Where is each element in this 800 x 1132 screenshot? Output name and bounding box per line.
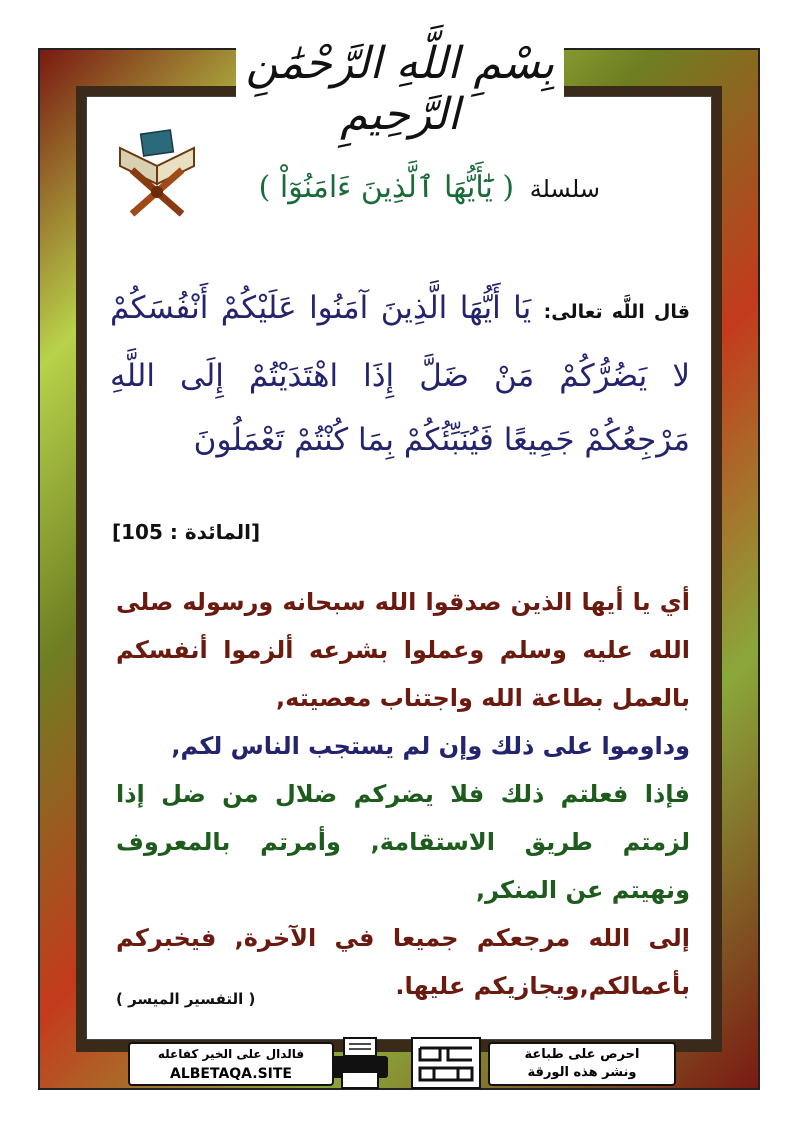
site-logo-mark — [410, 1036, 482, 1090]
site-logo — [410, 1036, 482, 1090]
tafsir-part-1: أي يا أيها الذين صدقوا الله سبحانه ورسوله صلى الله عليه وسلم وعملوا بشرعه ألزموا أنفسكم بالعمل بطاعة الله واجتناب معصيته, — [116, 588, 690, 712]
printer-icon — [328, 1034, 392, 1092]
verse-reference: [المائدة : 105] — [112, 520, 261, 544]
footer-print-line-2: ونشر هذه الورقة — [527, 1065, 637, 1080]
footer-motto: فالدال على الخير كفاعله — [157, 1047, 305, 1061]
tafsir-source: ( التفسير الميسر ) — [116, 990, 256, 1008]
tafsir-part-4: إلى الله مرجعكم جميعا في الآخرة, فيخبركم بأعمالكم,ويجازيكم عليها. — [116, 924, 690, 1000]
series-label: سلسلة — [529, 175, 600, 203]
footer-print-line-1: احرص على طباعة — [524, 1047, 640, 1062]
quran-stand-icon — [112, 118, 202, 218]
basmala-calligraphy: بِسْمِ اللَّهِ الرَّحْمَٰنِ الرَّحِيمِ — [245, 38, 555, 140]
series-header — [230, 170, 600, 205]
footer-print-box — [488, 1042, 676, 1086]
footer-site-link[interactable]: ALBETAQA.SITE — [169, 1066, 292, 1082]
verse-intro: قال اللَّه تعالى: — [543, 301, 690, 323]
footer-site-box — [128, 1042, 334, 1086]
footer — [128, 1034, 676, 1090]
tafsir-text — [116, 578, 690, 1010]
verse-text: يَا أَيُّهَا الَّذِينَ آمَنُوا عَلَيْكُمْ أَنْفُسَكُمْ لا يَضُرُّكُمْ مَنْ ضَلَّ إِذَا اهْتَدَيْتُمْ إِلَى اللَّهِ مَرْجِعُكُمْ جَمِيعًا فَيُنَبِّئُكُمْ بِمَا كُنْتُمْ تَعْمَلُونَ — [110, 290, 690, 458]
tafsir-part-3: فإذا فعلتم ذلك فلا يضركم ضلال من ضل إذا لزمتم طريق الاستقامة, وأمرتم بالمعروف ونهيتم عن المنكر, — [116, 780, 690, 904]
quran-verse — [110, 276, 690, 472]
series-title: ( يَٰٓأَيُّهَا ٱلَّذِينَ ءَامَنُوٓاْ ) — [258, 170, 515, 205]
tafsir-part-2: وداوموا على ذلك وإن لم يستجب الناس لكم, — [171, 732, 690, 760]
